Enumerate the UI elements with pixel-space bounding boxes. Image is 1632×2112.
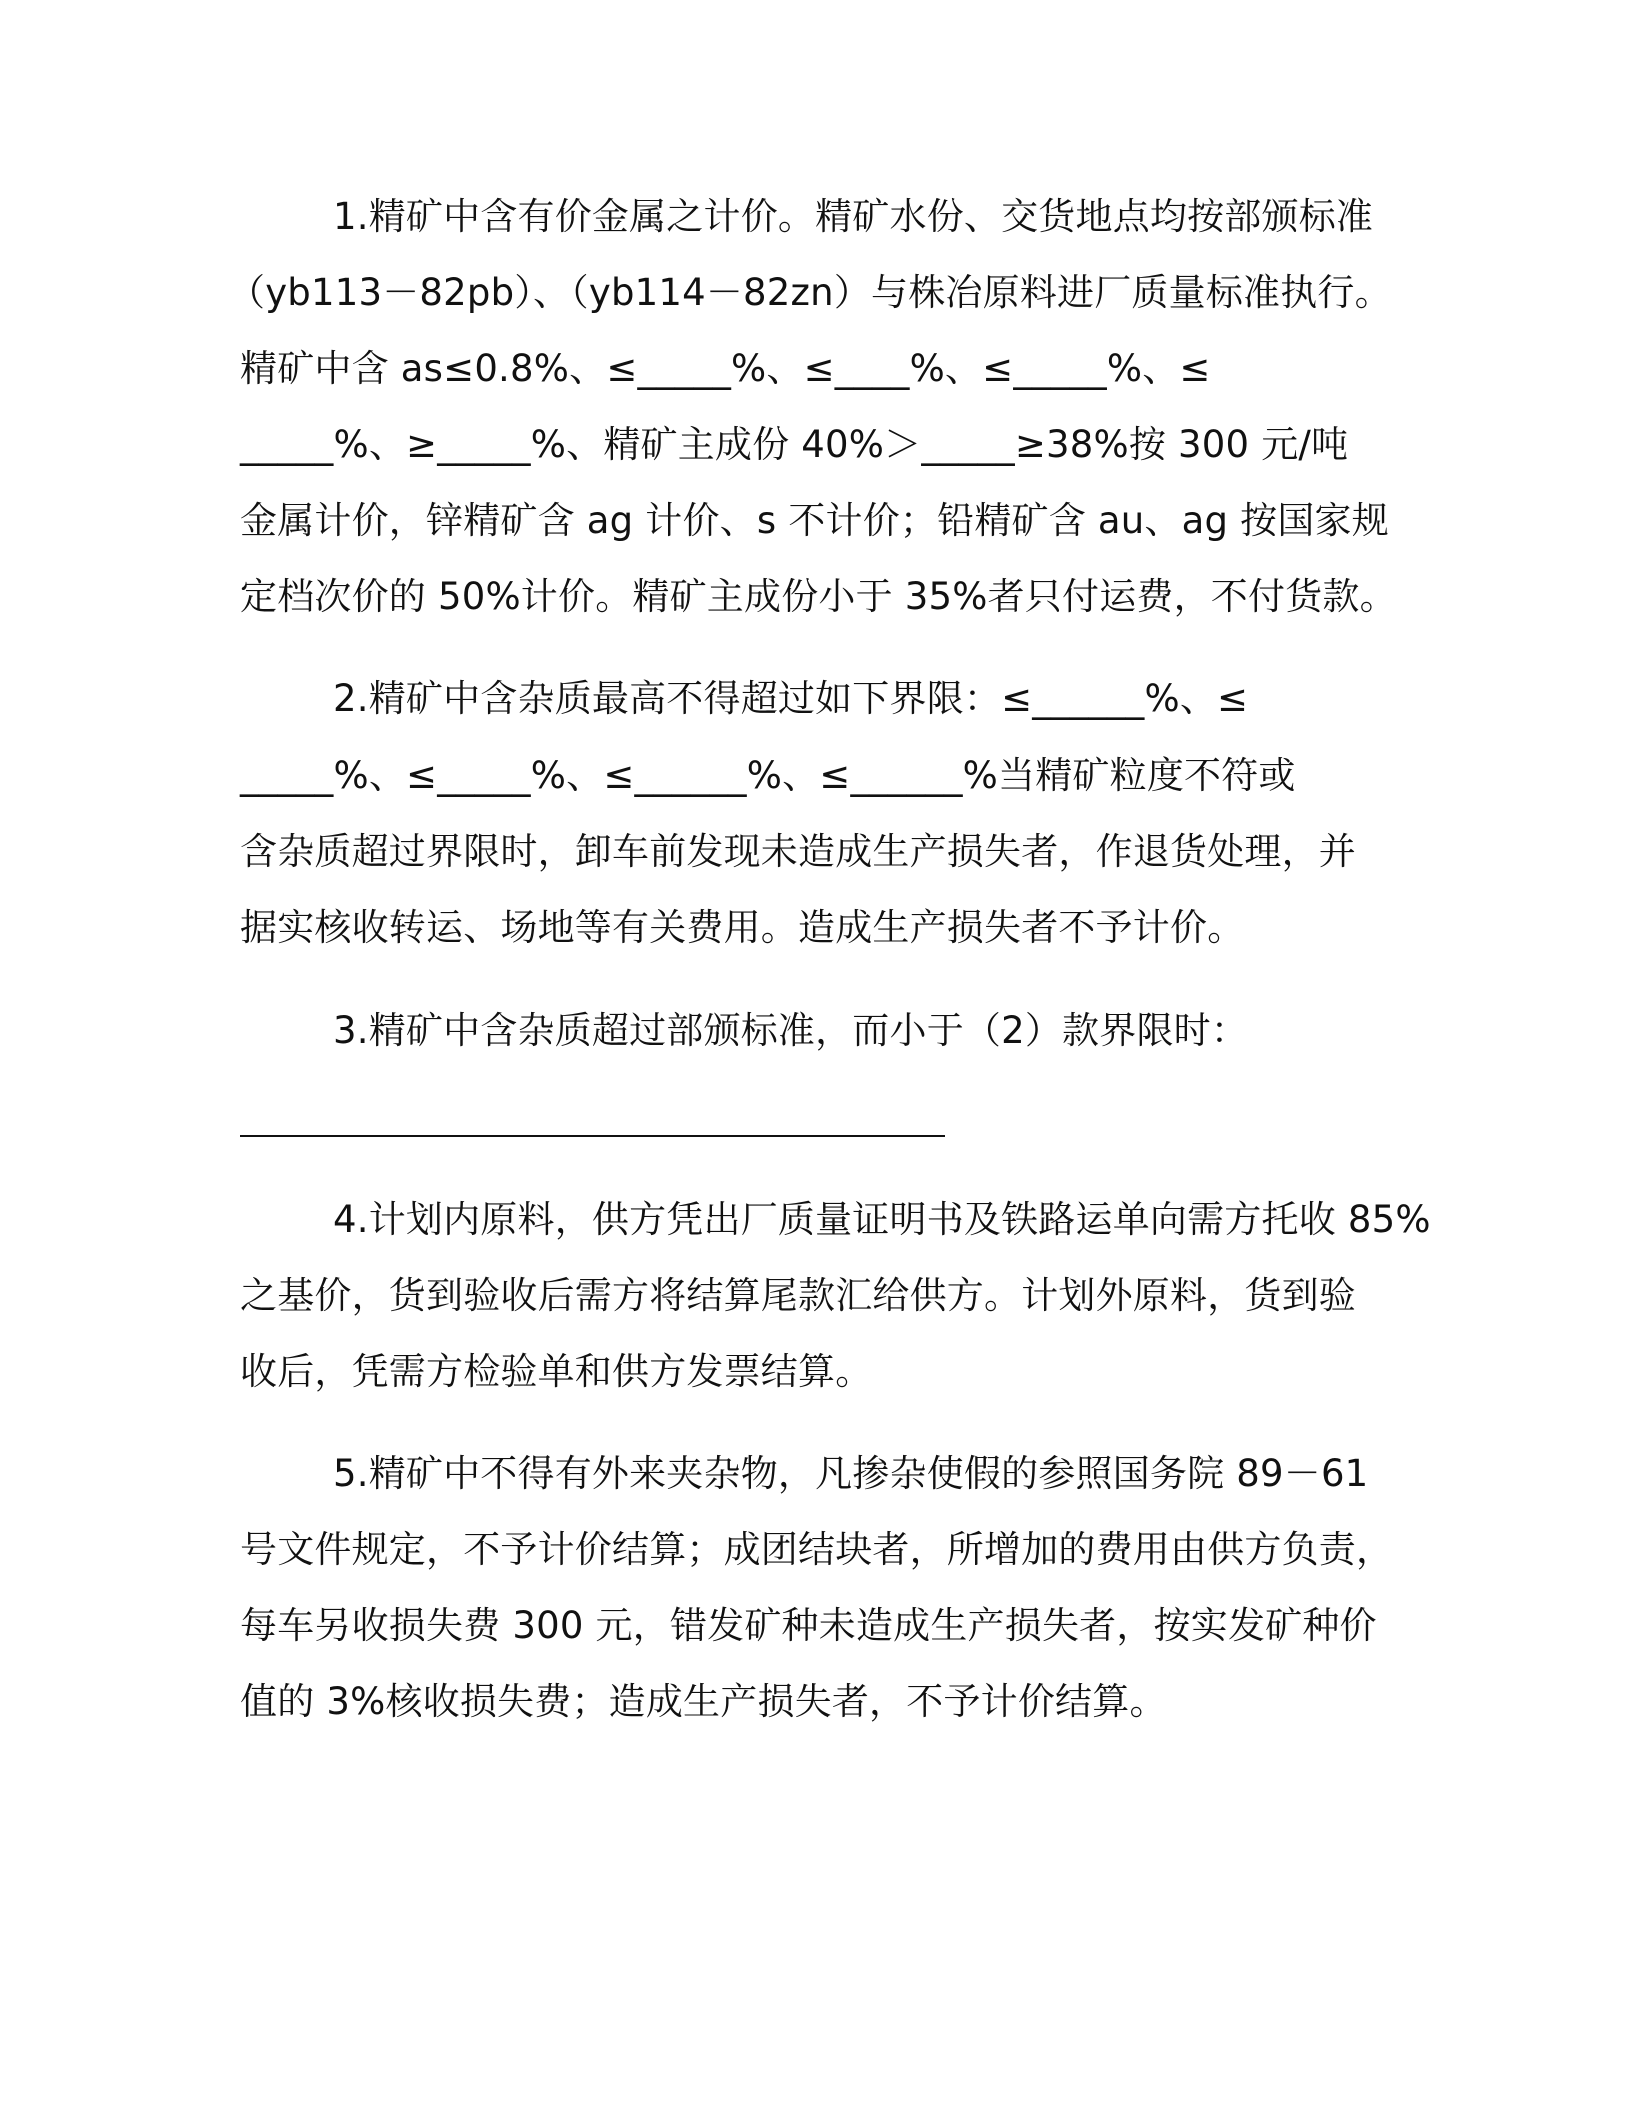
paragraph-1-line-1: 1.精矿中含有价金属之计价。精矿水份、交货地点均按部颁标准 bbox=[333, 195, 1374, 238]
paragraph-4-line-1: 4.计划内原料，供方凭出厂质量证明书及铁路运单向需方托收 85% bbox=[333, 1198, 1431, 1241]
paragraph-2-line-4: 据实核收转运、场地等有关费用。造成生产损失者不予计价。 bbox=[240, 906, 1245, 949]
paragraph-2-line-3: 含杂质超过界限时，卸车前发现未造成生产损失者，作退货处理，并 bbox=[240, 830, 1356, 873]
paragraph-2-line-1: 2.精矿中含杂质最高不得超过如下界限：≤______%、≤ bbox=[333, 677, 1249, 720]
paragraph-5-line-4: 值的 3%核收损失费；造成生产损失者，不予计价结算。 bbox=[240, 1680, 1167, 1723]
paragraph-1-line-2: （yb113－82pb）、（yb114－82zn）与株冶原料进厂质量标准执行。 bbox=[228, 271, 1392, 314]
paragraph-4-line-2: 之基价，货到验收后需方将结算尾款汇给供方。计划外原料，货到验 bbox=[240, 1274, 1356, 1317]
paragraph-1-line-5: 金属计价，锌精矿含 ag 计价、s 不计价；铅精矿含 au、ag 按国家规 bbox=[240, 499, 1389, 542]
paragraph-5-line-3: 每车另收损失费 300 元，错发矿种未造成生产损失者，按实发矿种价 bbox=[240, 1604, 1377, 1647]
paragraph-4-line-3: 收后，凭需方检验单和供方发票结算。 bbox=[240, 1350, 873, 1393]
paragraph-3-line-1: 3.精矿中含杂质超过部颁标准，而小于（2）款界限时： bbox=[333, 1009, 1249, 1052]
paragraph-2-line-2: _____%、≤_____%、≤______%、≤______%当精矿粒度不符或 bbox=[240, 754, 1296, 797]
paragraph-1-line-6: 定档次价的 50%计价。精矿主成份小于 35%者只付运费，不付货款。 bbox=[240, 575, 1397, 618]
paragraph-5-line-1: 5.精矿中不得有外来夹杂物，凡掺杂使假的参照国务院 89－61 bbox=[333, 1452, 1369, 1495]
blank-fill-line bbox=[240, 1135, 945, 1137]
paragraph-5-line-2: 号文件规定，不予计价结算；成团结块者，所增加的费用由供方负责， bbox=[240, 1528, 1394, 1571]
paragraph-1-line-4: _____%、≥_____%、精矿主成份 40%＞_____≥38%按 300 元/吨 bbox=[240, 423, 1349, 466]
paragraph-1-line-3: 精矿中含 as≤0.8%、≤_____%、≤____%、≤_____%、≤ bbox=[240, 347, 1211, 390]
